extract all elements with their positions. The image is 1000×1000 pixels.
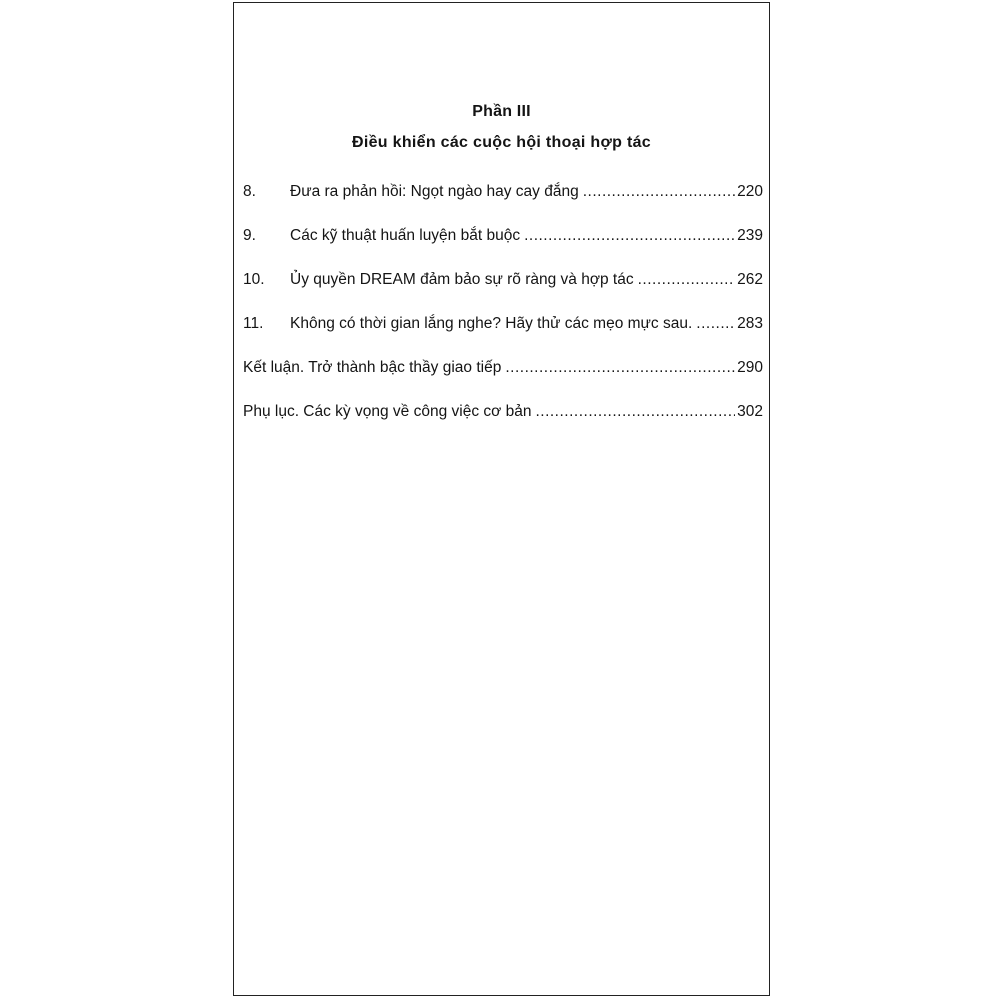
toc-entry <box>243 183 763 227</box>
dot-leader <box>505 359 735 377</box>
toc-entry-page: 283 <box>737 315 763 332</box>
toc-entry <box>243 359 763 403</box>
toc-entry-page: 302 <box>737 403 763 420</box>
section-title: Điều khiển các cuộc hội thoại hợp tác <box>352 134 651 151</box>
toc-entry <box>243 271 763 315</box>
toc-entry-number: 10. <box>243 271 265 288</box>
dot-leader <box>583 183 735 201</box>
toc-entry-title: Kết luận. Trở thành bậc thầy giao tiếp <box>243 359 502 376</box>
dot-leader <box>535 403 735 421</box>
toc-entry-number: 9. <box>243 227 256 244</box>
dot-leader <box>696 315 735 333</box>
toc-entry-page: 220 <box>737 183 763 200</box>
toc-entry-title: Phụ lục. Các kỳ vọng về công việc cơ bản <box>243 403 532 420</box>
document-page <box>233 2 770 996</box>
dot-leader <box>638 271 736 289</box>
dot-leader <box>524 227 735 245</box>
toc-entry-title: Đưa ra phản hồi: Ngọt ngào hay cay đắng <box>290 183 579 200</box>
toc-entry-title: Các kỹ thuật huấn luyện bắt buộc <box>290 227 521 244</box>
toc-entry-title: Không có thời gian lắng nghe? Hãy thử các mẹo mực sau. <box>290 315 693 332</box>
part-title: Phần III <box>472 103 531 120</box>
toc-entry-page: 290 <box>737 359 763 376</box>
toc-entry <box>243 227 763 271</box>
toc-entry-title: Ủy quyền DREAM đảm bảo sự rõ ràng và hợp tác <box>290 271 634 288</box>
table-of-contents <box>243 183 763 447</box>
toc-entry-page: 239 <box>737 227 763 244</box>
toc-entry <box>243 315 763 359</box>
toc-entry <box>243 403 763 447</box>
toc-entry-number: 8. <box>243 183 256 200</box>
toc-entry-page: 262 <box>737 271 763 288</box>
toc-entry-number: 11. <box>243 315 264 332</box>
